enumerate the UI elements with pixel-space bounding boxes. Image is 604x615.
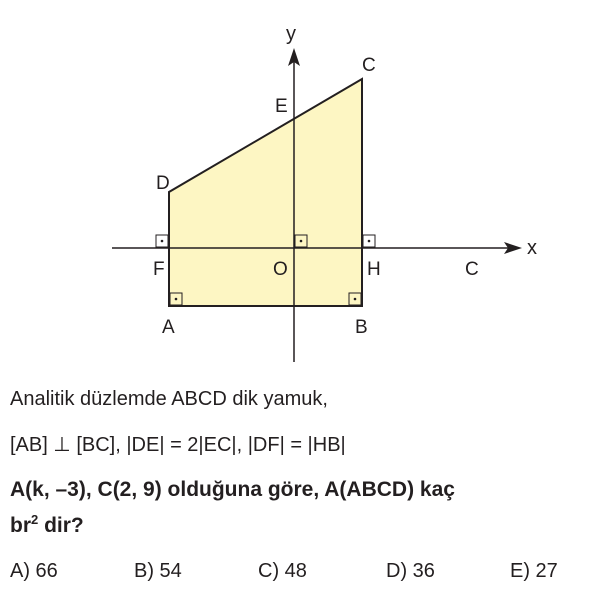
point-label-a: A: [162, 317, 175, 338]
choice-b[interactable]: B) 54: [134, 560, 182, 582]
point-label-b: B: [355, 317, 368, 338]
right-angle-mark-f: [156, 235, 168, 247]
unit-exponent: 2: [31, 512, 39, 527]
point-label-e: E: [275, 96, 288, 117]
y-axis-label: y: [286, 23, 296, 45]
choice-d[interactable]: D) 36: [386, 560, 435, 582]
x-axis-label: x: [527, 237, 537, 259]
point-label-c: C: [362, 55, 376, 76]
question-line-2: [AB] ⊥ [BC], |DE| = 2|EC|, |DF| = |HB|: [10, 434, 346, 456]
choice-e[interactable]: E) 27: [510, 560, 558, 582]
question-suffix: dir?: [38, 514, 84, 537]
right-angle-mark-h: [363, 235, 375, 247]
choice-a[interactable]: A) 66: [10, 560, 58, 582]
question-line-3: A(k, –3), C(2, 9) olduğuna göre, A(ABCD) kaç: [10, 478, 455, 501]
choice-c[interactable]: C) 48: [258, 560, 307, 582]
point-label-h: H: [367, 259, 381, 280]
unit-br: br: [10, 514, 31, 537]
point-label-d: D: [156, 173, 170, 194]
point-label-o: O: [273, 259, 288, 280]
point-label-f: F: [153, 259, 165, 280]
point-label-c-axis: C: [465, 259, 479, 280]
question-line-1: Analitik düzlemde ABCD dik yamuk,: [10, 388, 328, 410]
question-line-4: [10, 512, 84, 538]
trapezoid-abcd: [169, 79, 362, 306]
